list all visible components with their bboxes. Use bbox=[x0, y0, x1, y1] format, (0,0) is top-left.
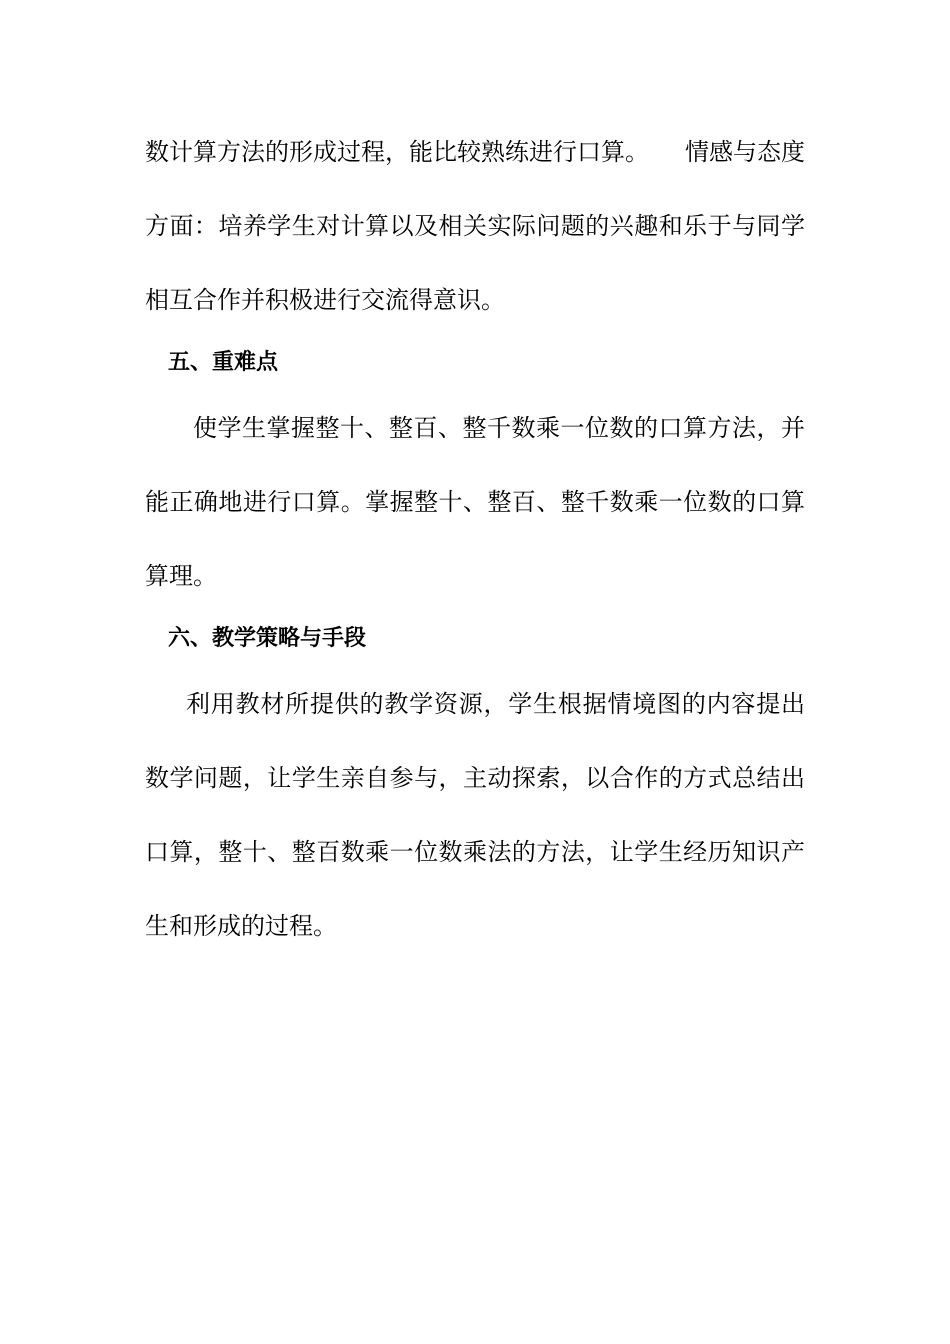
paragraph-line: 算理。 bbox=[145, 562, 217, 590]
paragraph-line: 数学问题，让学生亲自参与，主动探索，以合作的方式总结出 bbox=[145, 764, 805, 792]
section-heading: 五、重难点 bbox=[168, 350, 279, 375]
paragraph-line: 能正确地进行口算。掌握整十、整百、整千数乘一位数的口算 bbox=[145, 488, 805, 516]
paragraph-line bbox=[145, 136, 805, 168]
paragraph-line: 方面：培养学生对计算以及相关实际问题的兴趣和乐于与同学 bbox=[145, 212, 805, 240]
paragraph-line: 利用教材所提供的教学资源，学生根据情境图的内容提出 bbox=[186, 690, 805, 718]
paragraph-line: 使学生掌握整十、整百、整千数乘一位数的口算方法，并 bbox=[193, 414, 805, 442]
paragraph-line: 生和形成的过程。 bbox=[145, 912, 337, 940]
paragraph-line: 口算，整十、整百数乘一位数乘法的方法，让学生经历知识产 bbox=[145, 838, 805, 866]
paragraph-text: 情感与态度 bbox=[685, 138, 805, 166]
section-heading: 六、教学策略与手段 bbox=[168, 626, 367, 651]
paragraph-line: 相互合作并积极进行交流得意识。 bbox=[145, 286, 505, 314]
paragraph-text: 数计算方法的形成过程，能比较熟练进行口算。 bbox=[145, 138, 649, 166]
